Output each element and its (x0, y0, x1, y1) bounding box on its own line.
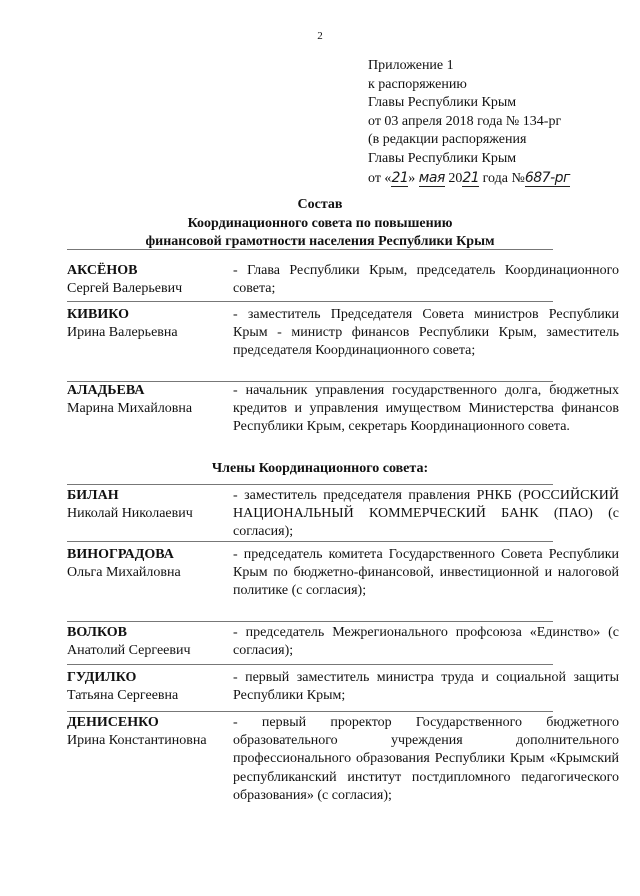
surname: БИЛАН (67, 488, 119, 503)
person-name (67, 546, 232, 582)
appendix-line: от 03 апреля 2018 года № 134-рг (368, 113, 562, 129)
given-name: Ирина Валерьевна (67, 325, 178, 341)
given-name: Анатолий Сергеевич (67, 643, 191, 659)
title-line: Координационного совета по повышению (187, 215, 453, 231)
page-number: 2 (317, 30, 323, 42)
person-name (67, 382, 232, 418)
year-prefix: 20 (448, 170, 463, 186)
divider (67, 484, 553, 485)
divider (67, 664, 553, 665)
handwritten-number: 687-рг (524, 169, 570, 186)
person-role: - заместитель председателя правления РНКБ (РОССИЙСКИЙ НАЦИОНАЛЬНЫЙ КОММЕРЧЕСКИЙ БАНК (ПАО) (с согласия); (233, 488, 619, 540)
document-title (0, 196, 640, 252)
person-name (67, 624, 232, 660)
person-role: - первый заместитель министра труда и социальной защиты Республики Крым; (233, 670, 619, 704)
appendix-line: к распоряжению (368, 76, 467, 92)
person-name (67, 487, 232, 523)
person-role: - заместитель Председателя Совета министров Республики Крым - министр финансов Республики Крым, заместитель председателя Координационного совета; (233, 307, 619, 359)
person-role: - первый проректор Государственного бюджетного образовательного учреждения дополнительного профессионального образования Республики Крым «Крымский республиканский институт постдипломного педагогического образования» (с согласия); (233, 715, 619, 803)
surname: АКСЁНОВ (67, 263, 138, 278)
person-name (67, 262, 232, 298)
divider (67, 541, 553, 542)
surname: ГУДИЛКО (67, 670, 137, 685)
surname: АЛАДЬЕВА (67, 383, 145, 398)
amendment-date-line (368, 169, 628, 189)
date-prefix: от « (368, 170, 392, 186)
surname: КИВИКО (67, 307, 129, 322)
surname: ВОЛКОВ (67, 625, 127, 640)
divider (67, 301, 553, 302)
title-line: финансовой грамотности населения Республики Крым (145, 234, 495, 250)
surname: ВИНОГРАДОВА (67, 547, 174, 562)
date-quote: » (408, 170, 416, 186)
appendix-line: Главы Республики Крым (368, 150, 517, 166)
given-name: Татьяна Сергеевна (67, 688, 179, 704)
surname: ДЕНИСЕНКО (67, 715, 159, 730)
handwritten-day: 21 (391, 169, 409, 186)
person-role: - председатель комитета Государственного Совета Республики Крым по бюджетно-финансовой, инвестиционной и налоговой политике (с согласия); (233, 547, 619, 599)
person-role: - начальник управления государственного долга, бюджетных кредитов и управления имуществом Министерства финансов Республики Крым, секретарь Координационного совета. (233, 383, 619, 435)
person-role: - председатель Межрегионального профсоюза «Единство» (с согласия); (233, 625, 619, 659)
appendix-line: Главы Республики Крым (368, 95, 517, 111)
person-role: - Глава Республики Крым, председатель Координационного совета; (233, 263, 619, 297)
members-heading: Члены Координационного совета: (211, 461, 429, 476)
given-name: Сергей Валерьевич (67, 281, 183, 297)
divider (67, 621, 553, 622)
appendix-line: (в редакции распоряжения (368, 132, 527, 148)
handwritten-month: мая (418, 169, 445, 186)
given-name: Ирина Константиновна (67, 733, 207, 749)
given-name: Николай Николаевич (67, 506, 193, 522)
divider (67, 711, 553, 712)
appendix-line: Приложение 1 (368, 58, 454, 73)
number-label: года № (482, 170, 525, 186)
divider (67, 249, 553, 250)
person-name (67, 306, 232, 342)
handwritten-year: 21 (462, 169, 480, 186)
title-line: Состав (297, 197, 343, 212)
appendix-block (368, 57, 628, 188)
given-name: Марина Михайловна (67, 401, 193, 417)
given-name: Ольга Михайловна (67, 565, 181, 581)
person-name (67, 669, 232, 705)
person-name (67, 714, 232, 750)
